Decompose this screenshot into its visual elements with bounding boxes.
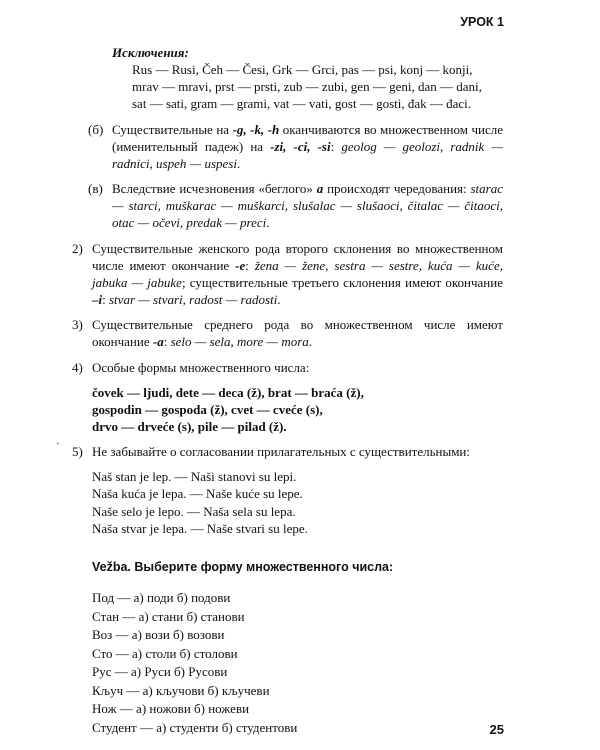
exercise-item: Нож — а) ножови б) ножеви xyxy=(92,701,250,717)
exceptions-line: sat — sati, gram — grami, vat — vati, gost — gosti, đak — đaci. xyxy=(132,96,472,112)
exceptions-line: mrav — mravi, prst — prsti, zub — zubi, gen — geni, dan — dani, xyxy=(132,79,482,95)
rule-text: Не забывайте о согласовании прилагательных с существительными: xyxy=(92,444,471,460)
plural-forms xyxy=(92,384,503,435)
exceptions-body xyxy=(132,61,503,112)
plural-forms-line: gospodin — gospoda (ž), cvet — cveće (s), xyxy=(92,401,323,417)
examples: starac — starci, muškarac — muškarci, slušalac — slušaoci, čitalac — čitaoci, otac — očevi, predak — preci xyxy=(112,181,503,231)
exceptions-title: Исключения: xyxy=(112,45,189,60)
exercise-list xyxy=(92,589,503,737)
rule-text: Особые формы множественного числа: xyxy=(92,359,310,375)
margin-mark: · xyxy=(56,438,60,450)
exercise-item: Кључ — а) кључови б) кључеви xyxy=(92,682,270,698)
ending-highlight: -a xyxy=(152,334,164,350)
exercise-item: Рус — а) Руси б) Русови xyxy=(92,664,228,680)
rule-marker: 5) xyxy=(72,444,83,460)
rule-text: Существительные среднего рода во множественном числе имеют окончание -a: selo — sela, more — mora. xyxy=(92,317,503,350)
rule-2 xyxy=(72,240,503,309)
lesson-header: УРОК 1 xyxy=(460,15,504,29)
rule-3 xyxy=(72,316,503,350)
page-content xyxy=(72,44,503,737)
ending-highlight: -g, -k, -h xyxy=(232,121,280,137)
rule-5 xyxy=(72,443,503,460)
rule-marker: 3) xyxy=(72,317,83,333)
example-sentence: Naše selo je lepo. — Naša sela su lepa. xyxy=(92,503,296,519)
plural-forms-line: čovek — ljudi, dete — deca (ž), brat — braća (ž), xyxy=(92,384,364,400)
exercise-item: Воз — а) вози б) возови xyxy=(92,627,225,643)
example-sentence: Naš stan je lep. — Naši stanovi su lepi. xyxy=(92,469,297,485)
ending-highlight: -zi, -ci, -si xyxy=(270,138,331,154)
rule-marker: (б) xyxy=(88,121,104,137)
example-sentence: Naša kuća je lepa. — Naše kuće su lepe. xyxy=(92,486,303,502)
exceptions-line: Rus — Rusi, Čeh — Česi, Grk — Grci, pas — psi, konj — konji, xyxy=(132,62,473,78)
plural-forms-line: drvo — drveće (s), pile — pilad (ž). xyxy=(92,418,287,434)
ending-highlight: –i xyxy=(92,292,103,308)
examples: žena — žene, sestra — sestre, kuća — kuće, jabuka — jabuke xyxy=(92,257,503,290)
examples: selo — sela, more — mora xyxy=(170,334,309,350)
page-number: 25 xyxy=(489,721,504,737)
rule-v xyxy=(88,180,503,231)
agreement-examples xyxy=(92,468,503,537)
rule-marker: (в) xyxy=(88,181,103,197)
exercise-title: Vežba. Выберите форму множественного числа: xyxy=(92,559,394,574)
exercise-item: Студент — а) студенти б) студентови xyxy=(92,719,298,735)
examples: geolog — geolozi, radnik — radnici, uspeh — uspesi xyxy=(112,138,503,171)
examples: stvar — stvari, radost — radosti xyxy=(109,292,278,308)
ending-highlight: -e xyxy=(235,257,246,273)
exercise-item: Под — а) поди б) подови xyxy=(92,590,231,606)
rule-text: Существительные на -g, -k, -h оканчиваются во множественном числе (именительный падеж) на -zi, -ci, -si: geolog — geolozi, radnik — radnici, uspeh — uspesi. xyxy=(112,121,503,171)
rule-text: Вследствие исчезновения «беглого» a происходят чередования: starac — starci, muškarac — muškarci, slušalac — slušaoci, čitalac — čitaoci, otac — očevi, predak — preci. xyxy=(112,181,503,231)
rule-marker: 2) xyxy=(72,240,83,256)
rule-text: Существительные женского рода второго склонения во множественном числе имеют окончание -e: žena — žene, sestra — sestre, kuća — kuće, jabuka — jabuke; существительные третьего склонения имеют окончание –i: stvar — stvari, radost — radosti. xyxy=(92,240,503,308)
exercise-item: Стан — а) стани б) станови xyxy=(92,608,245,624)
exercise-item: Сто — а) столи б) столови xyxy=(92,645,238,661)
rule-b xyxy=(88,121,503,172)
rule-marker: 4) xyxy=(72,359,83,375)
rule-4 xyxy=(72,359,503,376)
letter-highlight: a xyxy=(316,181,324,197)
example-sentence: Naša stvar je lepa. — Naše stvari su lepe. xyxy=(92,520,308,536)
